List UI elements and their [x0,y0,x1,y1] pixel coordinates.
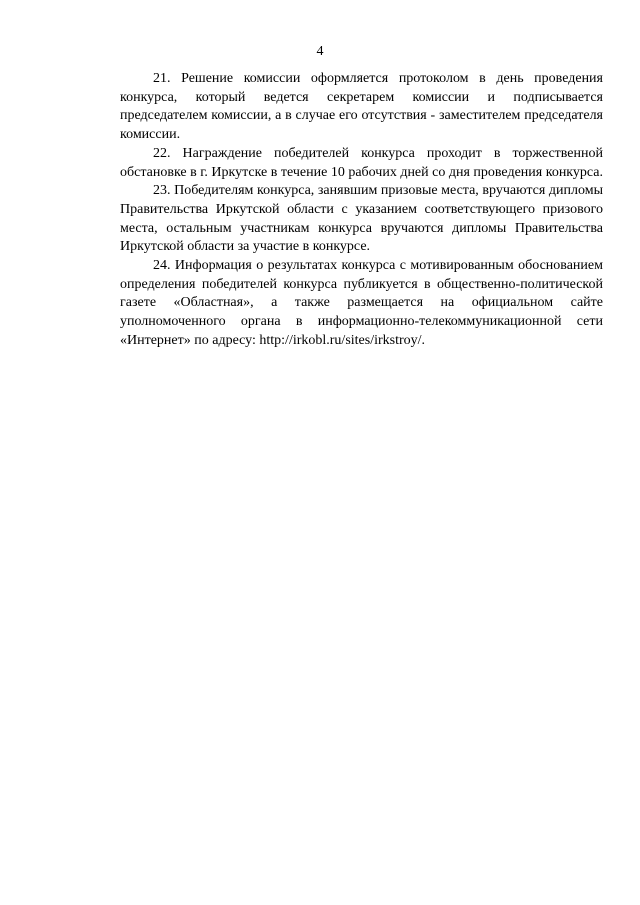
document-body [120,70,603,351]
paragraph-22: 22. Награждение победителей конкурса проходит в торжественной обстановке в г. Иркутске в течение 10 рабочих дней со дня проведения конкурса. [120,145,604,180]
page-number: 4 [316,44,324,59]
paragraph-23: 23. Победителям конкурса, занявшим призовые места, вручаются дипломы Правительства Иркутской области с указанием соответствующего призового места, остальным участникам конкурса вручаются дипломы Правительства Иркутской области за участие в конкурсе. [120,183,603,255]
paragraph-21: 21. Решение комиссии оформляется протоколом в день проведения конкурса, который ведется секретарем комиссии и подписывается председателем комиссии, а в случае его отсутствия - заместителем председателя комиссии. [120,71,603,143]
paragraph-24: 24. Информация о результатах конкурса с мотивированным обоснованием определения победителей конкурса публикуется в общественно-политической газете «Областная», а также размещается на официальном сайте уполномоченного органа в информационно-телекоммуникационной сети «Интернет» по адресу: http://irkobl.ru/sites/irkstroy/. [120,258,603,348]
